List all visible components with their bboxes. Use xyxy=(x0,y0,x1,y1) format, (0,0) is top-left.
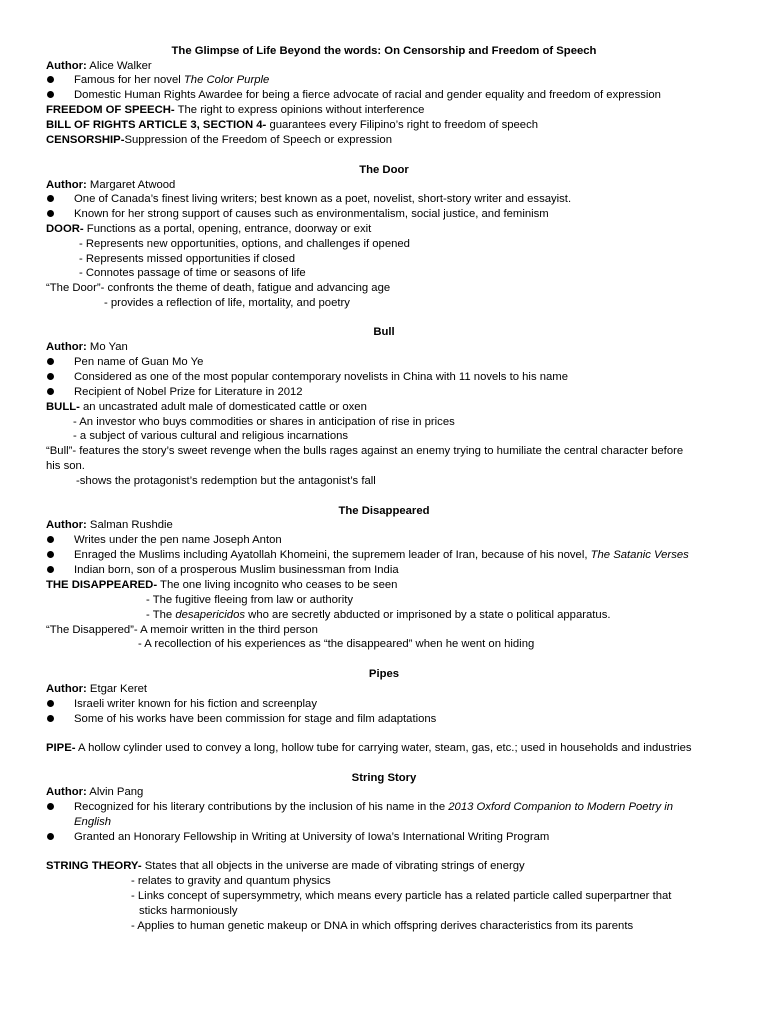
definition-line: BULL- an uncastrated adult male of domesticated cattle or oxen xyxy=(46,401,367,413)
bullet-item: Enraged the Muslims including Ayatollah Khomeini, the supremem leader of Iran, because of his novel, The Satanic Verses xyxy=(74,549,689,561)
sub-item: - An investor who buys commodities or shares in anticipation of rise in prices xyxy=(73,416,455,428)
bullet-item: Writes under the pen name Joseph Anton xyxy=(74,534,282,546)
author-line: Author: Salman Rushdie xyxy=(46,519,173,531)
definition-line: THE DISAPPEARED- The one living incognito who ceases to be seen xyxy=(46,579,398,591)
section-title: The Glimpse of Life Beyond the words: On Censorship and Freedom of Speech xyxy=(171,45,597,57)
bullet-item: Indian born, son of a prosperous Muslim businessman from India xyxy=(74,564,399,576)
bullet-item: Famous for her novel The Color Purple xyxy=(74,74,270,86)
sub-item: - The desapericidos who are secretly abducted or imprisoned by a state o political apparatus. xyxy=(146,609,611,621)
sub-item: - relates to gravity and quantum physics xyxy=(131,875,331,887)
bullet-item-continuation: English xyxy=(74,816,112,828)
sub-item-continuation: sticks harmoniously xyxy=(139,905,238,917)
bullet-item: One of Canada’s finest living writers; best known as a poet, novelist, short-story writer and essayist. xyxy=(74,193,572,205)
bullet-icon xyxy=(47,536,54,543)
sub-item: - A recollection of his experiences as “the disappeared” when he went on hiding xyxy=(138,638,535,650)
author-line: Author: Mo Yan xyxy=(46,341,128,353)
bullet-item: Pen name of Guan Mo Ye xyxy=(74,356,204,368)
definition-line: CENSORSHIP-Suppression of the Freedom of Speech or expression xyxy=(46,134,392,146)
author-line: Author: Alice Walker xyxy=(46,60,152,72)
section-title: String Story xyxy=(351,772,417,784)
definition-line: STRING THEORY- States that all objects in the universe are made of vibrating strings of energy xyxy=(46,860,525,872)
definition-line: PIPE- A hollow cylinder used to convey a long, hollow tube for carrying water, steam, gas, etc.; used in households and industries xyxy=(46,742,692,754)
bullet-icon xyxy=(47,803,54,810)
quote-line: “Bull”- features the story’s sweet revenge when the bulls rages against an enemy trying to humiliate the central character before xyxy=(46,445,684,457)
bullet-item: Granted an Honorary Fellowship in Writing at University of Iowa’s International Writing Program xyxy=(74,831,550,843)
bullet-icon xyxy=(47,195,54,202)
section-title: The Disappeared xyxy=(338,505,430,517)
bullet-item: Some of his works have been commission for stage and film adaptations xyxy=(74,713,437,725)
sub-item: -shows the protagonist’s redemption but the antagonist’s fall xyxy=(76,475,376,487)
sub-item: - Represents new opportunities, options, and challenges if opened xyxy=(79,238,410,250)
bullet-icon xyxy=(47,551,54,558)
bullet-item: Recipient of Nobel Prize for Literature in 2012 xyxy=(74,386,303,398)
sub-item: - provides a reflection of life, mortality, and poetry xyxy=(104,297,350,309)
bullet-icon xyxy=(47,700,54,707)
bullet-icon xyxy=(47,358,54,365)
bullet-item: Known for her strong support of causes such as environmentalism, social justice, and feminism xyxy=(74,208,549,220)
bullet-icon xyxy=(47,566,54,573)
definition-line: BILL OF RIGHTS ARTICLE 3, SECTION 4- guarantees every Filipino’s right to freedom of speech xyxy=(46,119,539,131)
quote-line: “The Disappered”- A memoir written in the third person xyxy=(46,624,318,636)
bullet-item: Considered as one of the most popular contemporary novelists in China with 11 novels to his name xyxy=(74,371,568,383)
bullet-icon xyxy=(47,833,54,840)
bullet-item: Israeli writer known for his fiction and screenplay xyxy=(74,698,317,710)
sub-item: - The fugitive fleeing from law or authority xyxy=(146,594,353,606)
bullet-icon xyxy=(47,76,54,83)
section-title: The Door xyxy=(359,164,409,176)
bullet-icon xyxy=(47,388,54,395)
definition-line: FREEDOM OF SPEECH- The right to express opinions without interference xyxy=(46,104,425,116)
section-title: Bull xyxy=(373,326,395,338)
definition-line: DOOR- Functions as a portal, opening, entrance, doorway or exit xyxy=(46,223,372,235)
sub-item: - Represents missed opportunities if closed xyxy=(79,253,295,265)
quote-line: his son. xyxy=(46,460,85,472)
bullet-icon xyxy=(47,91,54,98)
author-line: Author: Etgar Keret xyxy=(46,683,148,695)
author-line: Author: Alvin Pang xyxy=(46,786,144,798)
sub-item: - a subject of various cultural and religious incarnations xyxy=(73,430,349,442)
sub-item: - Applies to human genetic makeup or DNA in which offspring derives characteristics from its parents xyxy=(131,920,634,932)
bullet-item: Domestic Human Rights Awardee for being a fierce advocate of racial and gender equality and freedom of expression xyxy=(74,89,661,101)
bullet-icon xyxy=(47,210,54,217)
bullet-item: Recognized for his literary contributions by the inclusion of his name in the 2013 Oxford Companion to Modern Poetry in xyxy=(74,801,674,813)
quote-line: “The Door”- confronts the theme of death, fatigue and advancing age xyxy=(46,282,391,294)
bullet-icon xyxy=(47,373,54,380)
author-line: Author: Margaret Atwood xyxy=(46,179,176,191)
section-title: Pipes xyxy=(368,668,400,680)
sub-item: - Connotes passage of time or seasons of life xyxy=(79,267,306,279)
bullet-icon xyxy=(47,715,54,722)
sub-item: - Links concept of supersymmetry, which means every particle has a related particle called superpartner that xyxy=(131,890,672,902)
